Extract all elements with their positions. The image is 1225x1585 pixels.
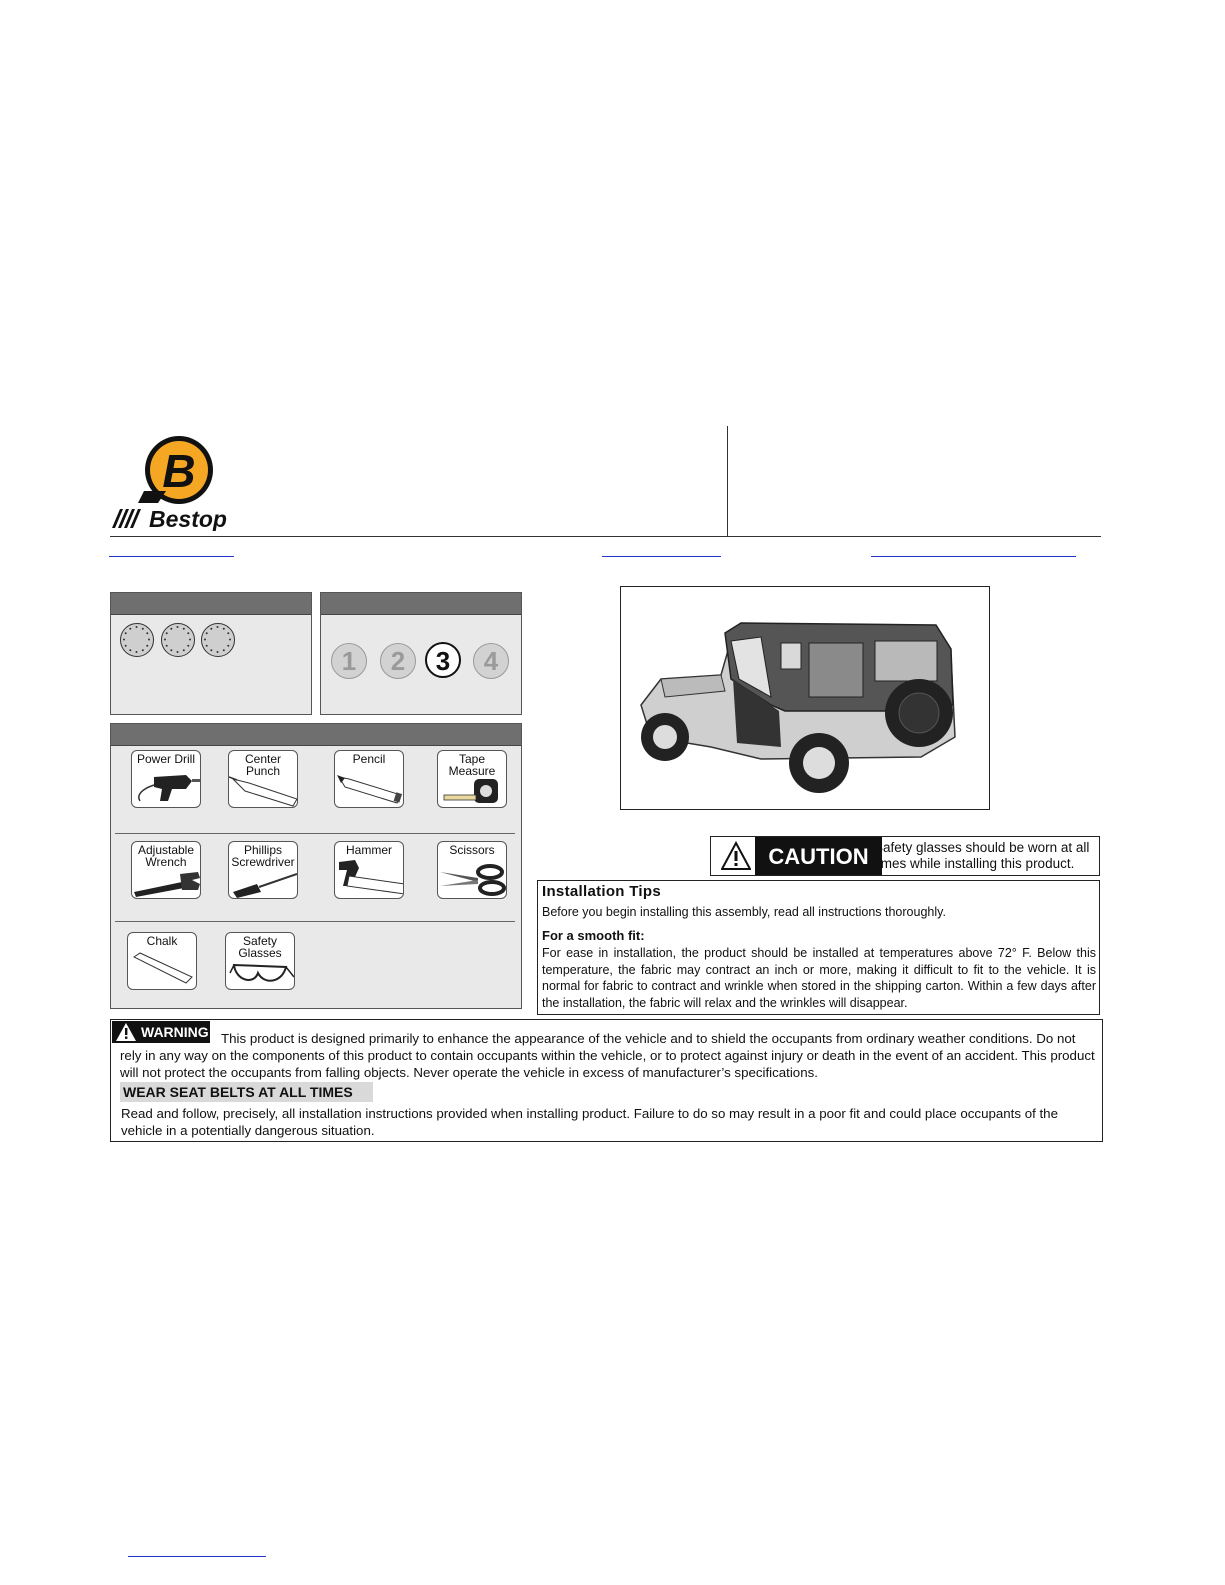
svg-text:B: B [162, 445, 196, 497]
clock-icon [120, 623, 154, 657]
vehicle-soft-top-illustration [621, 587, 989, 809]
caution-box [710, 836, 1100, 876]
tool-label: Phillips Screwdriver [231, 843, 295, 869]
link-underline-3[interactable] [871, 556, 1076, 557]
caution-label: CAUTION [755, 837, 882, 875]
warning-label: WARNING [141, 1024, 209, 1040]
tool-power-drill [131, 750, 201, 808]
difficulty-step-3-selected: 3 [425, 642, 461, 678]
difficulty-step-1: 1 [331, 643, 367, 679]
warning-badge [112, 1021, 210, 1043]
wrench-icon [132, 864, 201, 898]
installation-tips-box [537, 880, 1100, 1015]
warning-text: This product is designed primarily to enhance the appearance of the vehicle and to shield the occupants from ordinary weather conditions. Do not rely in any way on the components of this product to contain occupants within the vehicle, or to protect against injury or death in the event of an accident. This product will not protect the occupants from falling objects. Never operate the vehicle in excess of manufacturer’s specifications. [120, 1031, 1095, 1080]
time-panel [110, 592, 312, 715]
caution-text: Safety glasses should be worn at all times while installing this product. [874, 840, 1090, 871]
clock-icon [161, 623, 195, 657]
warning-triangle-icon [115, 1022, 137, 1042]
tool-adjustable-wrench [131, 841, 201, 899]
clock-icon [201, 623, 235, 657]
tool-center-punch [228, 750, 298, 808]
product-image [620, 586, 990, 810]
tips-subtitle: For a smooth fit: [542, 928, 645, 943]
tool-label: Safety Glasses [238, 934, 282, 960]
tool-label: Hammer [345, 843, 392, 857]
tips-intro: Before you begin installing this assembly, read all instructions thoroughly. [542, 905, 946, 919]
tool-label: Scissors [449, 843, 495, 857]
tool-label: Tape Measure [448, 752, 496, 778]
power-drill-icon [132, 765, 201, 807]
warning-box [110, 1019, 1103, 1142]
bestop-logo [108, 435, 234, 531]
tape-measure-icon [438, 773, 507, 807]
warning-text-2: Read and follow, precisely, all installation instructions provided when installing product. Failure to do so may result in a poor fit and could place occupants of the vehicle in a potentially dangerous situation. [121, 1106, 1058, 1138]
difficulty-step-4: 4 [473, 643, 509, 679]
difficulty-panel-header [321, 593, 521, 615]
tips-title: Installation Tips [542, 883, 662, 900]
link-underline-2[interactable] [602, 556, 721, 557]
safety-glasses-icon [226, 955, 295, 989]
logo-wordmark: Bestop [149, 506, 227, 531]
difficulty-step-2: 2 [380, 643, 416, 679]
caution-triangle-icon [721, 841, 751, 871]
tool-label: Center Punch [244, 752, 282, 778]
tools-panel [110, 723, 522, 1009]
tool-safety-glasses [225, 932, 295, 990]
hammer-icon [335, 856, 404, 898]
tool-label: Power Drill [136, 752, 195, 766]
tool-label: Pencil [352, 752, 386, 766]
tool-phillips-screwdriver [228, 841, 298, 899]
difficulty-panel [320, 592, 522, 715]
tool-tape-measure [437, 750, 507, 808]
chalk-icon [128, 947, 197, 989]
center-punch-icon [229, 773, 298, 807]
tool-label: Chalk [146, 934, 178, 948]
pencil-icon [335, 765, 404, 807]
header-divider-horizontal [110, 536, 1101, 537]
header-divider-vertical [727, 426, 728, 536]
screwdriver-icon [229, 864, 298, 898]
scissors-icon [438, 856, 507, 898]
time-panel-header [111, 593, 311, 615]
link-underline-footer[interactable] [128, 1556, 266, 1557]
tool-chalk [127, 932, 197, 990]
tips-body: For ease in installation, the product should be installed at temperatures above 72° F. Below this temperature, the fabric may contract an inch or more, making it difficult to fit to the vehicle. It is normal for fabric to contract and wrinkle when stored in the shipping carton. Within a few days after the installation, the fabric will relax and the wrinkles will disappear. [542, 946, 1096, 1010]
tool-hammer [334, 841, 404, 899]
tools-panel-header [111, 724, 521, 746]
tool-label: Adjustable Wrench [137, 843, 195, 869]
tools-row-divider [115, 921, 515, 922]
link-underline-1[interactable] [109, 556, 234, 557]
seat-belt-notice: WEAR SEAT BELTS AT ALL TIMES [120, 1082, 373, 1102]
tools-row-divider [115, 833, 515, 834]
tool-pencil [334, 750, 404, 808]
tool-scissors [437, 841, 507, 899]
